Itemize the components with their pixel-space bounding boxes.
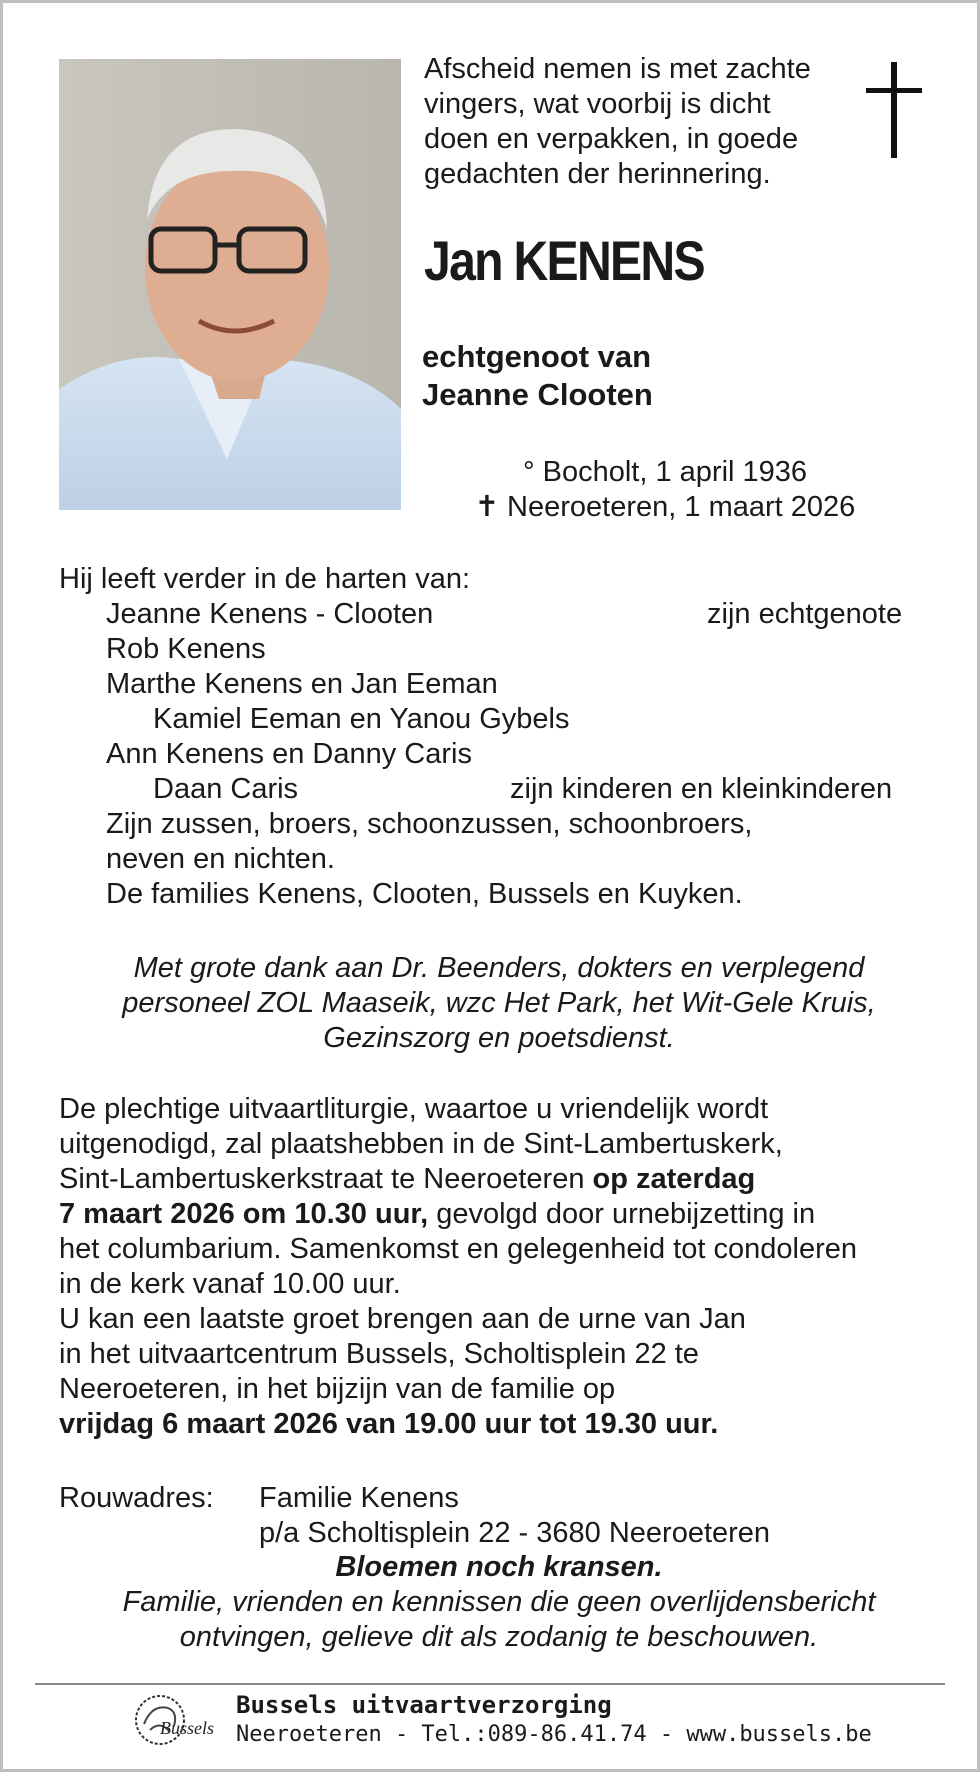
funeral-line: in het uitvaartcentrum Bussels, Scholtisplein 22 te bbox=[59, 1338, 699, 1370]
funeral-text: gevolgd door urnebijzetting in bbox=[428, 1198, 816, 1230]
survivor-name: Daan Caris bbox=[153, 773, 299, 805]
poem-line: gedachten der herinnering. bbox=[424, 158, 771, 190]
funeral-line: U kan een laatste groet brengen aan de urne van Jan bbox=[59, 1303, 746, 1335]
funeral-line: De plechtige uitvaartliturgie, waartoe u vriendelijk wordt bbox=[59, 1093, 769, 1125]
thanks-paragraph bbox=[59, 951, 939, 1056]
notice-line: ontvingen, gelieve dit als zodanig te beschouwen. bbox=[179, 1621, 819, 1653]
address-line: Familie Kenens bbox=[259, 1482, 459, 1514]
bussels-logo bbox=[130, 1690, 222, 1752]
thanks-line: Gezinszorg en poetsdienst. bbox=[323, 1022, 675, 1054]
deceased-name: Jan KENENS bbox=[424, 229, 704, 292]
funeral-line bbox=[59, 1407, 939, 1442]
funeral-line: uitgenodigd, zal plaatshebben in de Sint-Lambertuskerk, bbox=[59, 1128, 783, 1160]
relation-note: zijn echtgenote bbox=[707, 598, 903, 630]
address-line: p/a Scholtisplein 22 - 3680 Neeroeteren bbox=[259, 1517, 771, 1549]
undertaker-name: Bussels uitvaartverzorging bbox=[236, 1691, 612, 1719]
list-item: Ann Kenens en Danny Caris bbox=[106, 738, 472, 770]
spouse-relation: echtgenoot van bbox=[422, 339, 652, 374]
funeral-day: op zaterdag bbox=[592, 1163, 756, 1195]
poem-line: doen en verpakken, in goede bbox=[424, 123, 799, 155]
footer-divider bbox=[35, 1683, 945, 1685]
birth-line: ° Bocholt, 1 april 1936 bbox=[522, 456, 808, 488]
funeral-line: het columbarium. Samenkomst en gelegenheid tot condoleren bbox=[59, 1233, 857, 1265]
list-item bbox=[59, 772, 929, 807]
thanks-line: personeel ZOL Maaseik, wzc Het Park, het Wit-Gele Kruis, bbox=[122, 987, 876, 1019]
funeral-line bbox=[59, 1162, 939, 1197]
list-item: Kamiel Eeman en Yanou Gybels bbox=[153, 703, 570, 735]
survivor-name: Jeanne Kenens - Clooten bbox=[106, 598, 434, 630]
funeral-line bbox=[59, 1197, 939, 1232]
visitation-datetime: vrijdag 6 maart 2026 van 19.00 uur tot 19.30 uur. bbox=[59, 1408, 719, 1440]
funeral-line: in de kerk vanaf 10.00 uur. bbox=[59, 1268, 401, 1300]
poem-line: vingers, wat voorbij is dicht bbox=[424, 88, 771, 120]
notice-paragraph bbox=[59, 1585, 939, 1655]
funeral-text: Sint-Lambertuskerkstraat te Neeroeteren bbox=[59, 1163, 593, 1195]
list-item bbox=[59, 597, 929, 632]
funeral-line: Neeroeteren, in het bijzijn van de familie op bbox=[59, 1373, 616, 1405]
no-flowers-note: Bloemen noch kransen. bbox=[335, 1551, 663, 1583]
list-item: Marthe Kenens en Jan Eeman bbox=[106, 668, 498, 700]
poem-line: Afscheid nemen is met zachte bbox=[424, 53, 811, 85]
address-label: Rouwadres: bbox=[59, 1482, 214, 1514]
survivors-intro: Hij leeft verder in de harten van: bbox=[59, 563, 471, 595]
list-item: Zijn zussen, broers, schoonzussen, schoonbroers, bbox=[106, 808, 753, 840]
spouse-name: Jeanne Clooten bbox=[422, 377, 653, 412]
thanks-line: Met grote dank aan Dr. Beenders, dokters en verplegend bbox=[133, 952, 865, 984]
relation-note: zijn kinderen en kleinkinderen bbox=[510, 773, 893, 805]
cross-icon bbox=[866, 62, 922, 158]
list-item: De families Kenens, Clooten, Bussels en Kuyken. bbox=[106, 878, 743, 910]
survivors-list bbox=[59, 562, 929, 912]
list-item: neven en nichten. bbox=[106, 843, 335, 875]
undertaker-block bbox=[236, 1690, 872, 1750]
notice-line: Familie, vrienden en kennissen die geen overlijdensbericht bbox=[122, 1586, 876, 1618]
list-item: Rob Kenens bbox=[106, 633, 266, 665]
logo-text: Bussels bbox=[160, 1718, 214, 1738]
funeral-datetime: 7 maart 2026 om 10.30 uur, bbox=[59, 1198, 429, 1230]
death-line: ✝ Neeroeteren, 1 maart 2026 bbox=[474, 491, 856, 523]
spouse-block bbox=[422, 338, 653, 414]
life-dates bbox=[420, 455, 910, 525]
portrait-photo bbox=[59, 59, 401, 510]
funeral-paragraph bbox=[59, 1092, 939, 1442]
undertaker-contact: Neeroeteren - Tel.:089-86.41.74 - www.bussels.be bbox=[236, 1722, 872, 1747]
poem bbox=[424, 52, 864, 192]
